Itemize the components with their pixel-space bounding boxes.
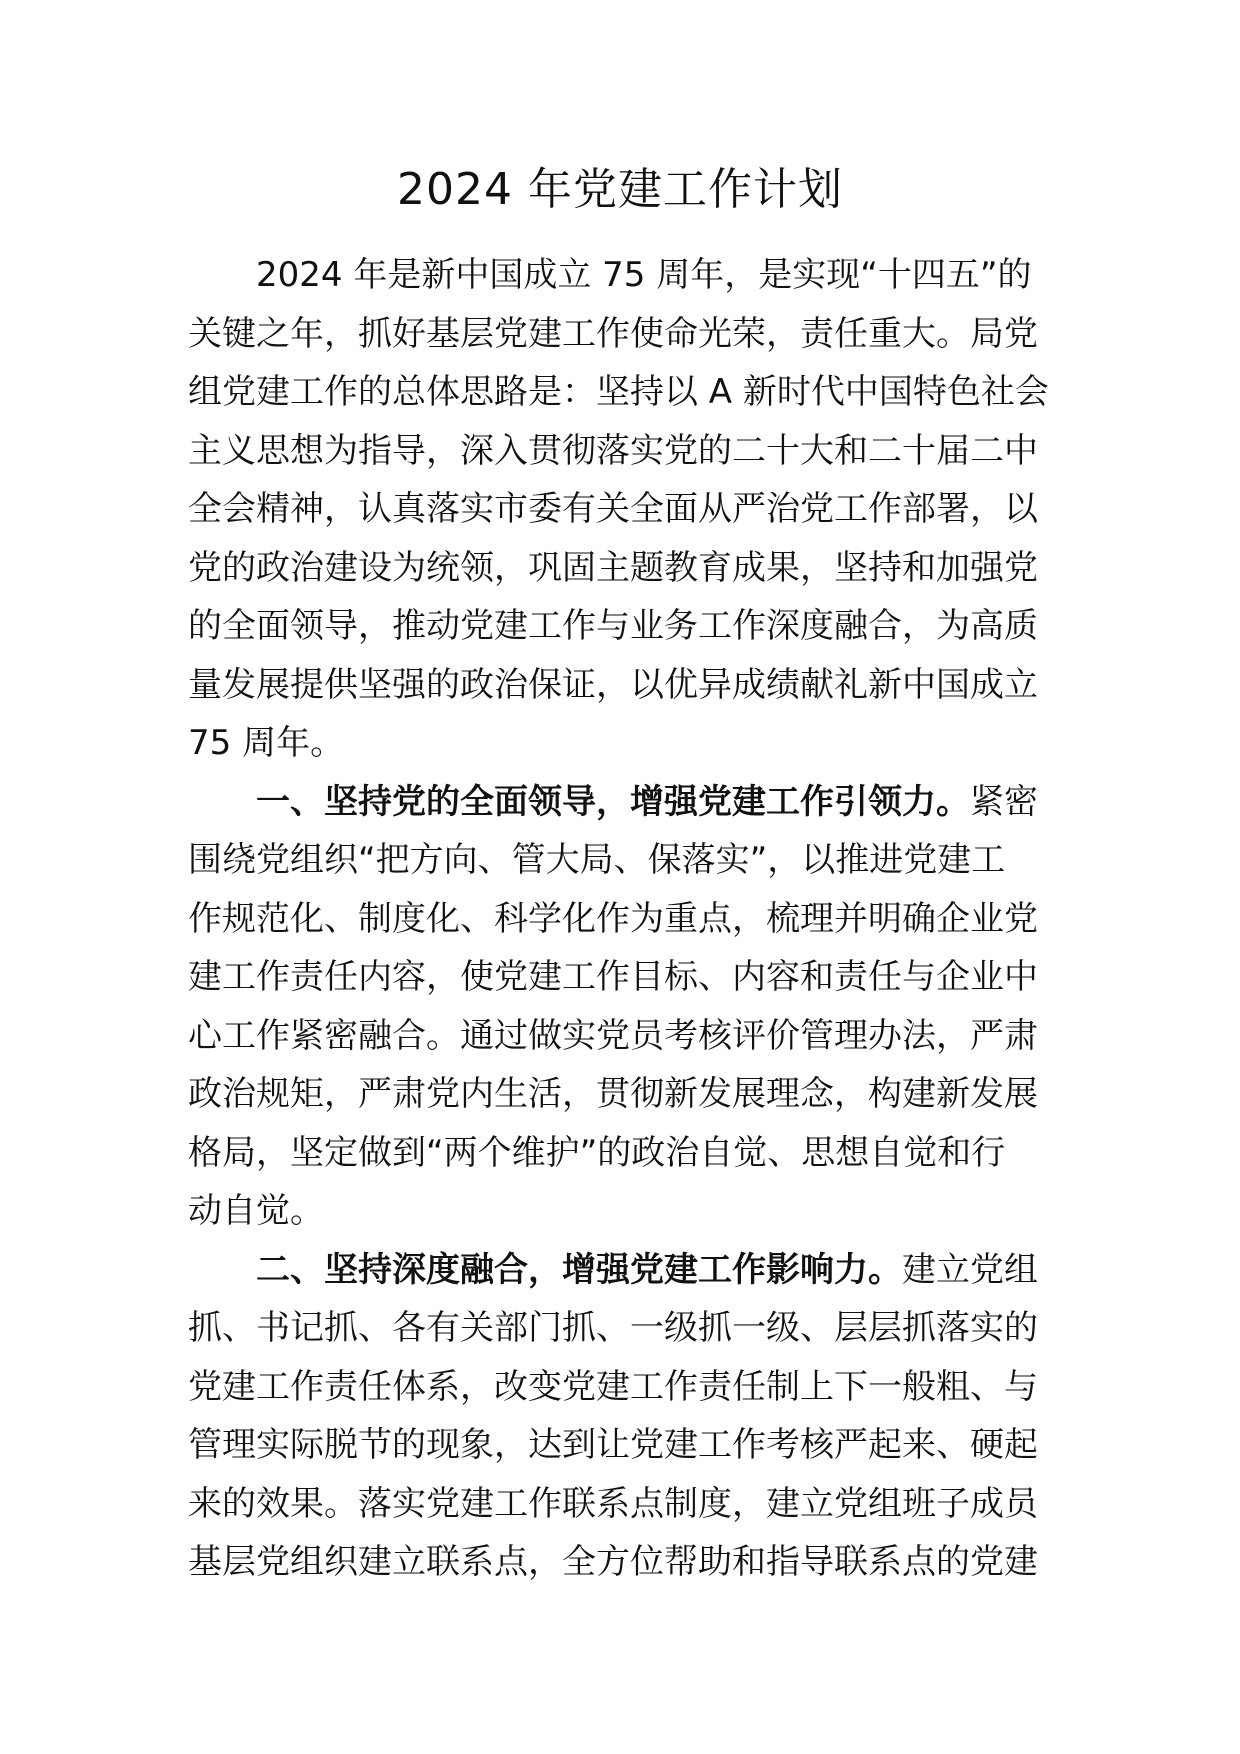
text-line — [188, 422, 1068, 481]
line-text: 心工作紧密融合。通过做实党员考核评价管理办法，严肃 — [188, 1015, 1038, 1056]
line-text: 党的政治建设为统领，巩固主题教育成果，坚持和加强党 — [188, 547, 1038, 588]
document-title: 2024 年党建工作计划 — [397, 164, 843, 215]
line-text: 围绕党组织“把方向、管大局、保落实”，以推进党建工 — [188, 840, 1006, 880]
section-heading-line — [188, 773, 1068, 832]
line-text: 的全面领导，推动党建工作与业务工作深度融合，为高质 — [188, 606, 1038, 646]
text-line — [188, 539, 1068, 598]
line-text: 主义思想为指导，深入贯彻落实党的二十大和二十届二中 — [188, 430, 1038, 471]
text-line — [188, 1182, 1068, 1241]
line-text: 基层党组织建立联系点，全方位帮助和指导联系点的党建 — [188, 1542, 1038, 1582]
section-heading: 一、坚持党的全面领导，增强党建工作引领力。 — [256, 781, 970, 822]
text-line — [188, 1299, 1068, 1358]
section-heading-line — [188, 1241, 1068, 1300]
line-text: 建立党组 — [902, 1249, 1038, 1290]
text-line — [188, 656, 1068, 715]
line-text: 紧密 — [970, 781, 1038, 822]
text-line — [188, 1124, 1068, 1183]
line-text: 作规范化、制度化、科学化作为重点，梳理并明确企业党 — [188, 898, 1038, 939]
line-text: 2024 年是新中国成立 75 周年，是实现“十四五”的 — [256, 255, 1032, 295]
text-line — [188, 597, 1068, 656]
line-text: 75 周年。 — [188, 723, 345, 763]
line-text: 政治规矩，严肃党内生活，贯彻新发展理念，构建新发展 — [188, 1074, 1038, 1114]
line-text: 管理实际脱节的现象，达到让党建工作考核严起来、硬起 — [188, 1425, 1038, 1465]
line-text: 建工作责任内容，使党建工作目标、内容和责任与企业中 — [188, 957, 1038, 997]
text-line — [188, 1007, 1068, 1066]
text-line — [188, 890, 1068, 949]
text-line — [188, 1416, 1068, 1475]
line-text: 格局，坚定做到“两个维护”的政治自觉、思想自觉和行 — [188, 1132, 1006, 1173]
section-heading: 二、坚持深度融合，增强党建工作影响力。 — [256, 1249, 902, 1290]
text-line — [188, 831, 1068, 890]
text-line — [188, 1358, 1068, 1417]
text-line — [188, 305, 1068, 364]
document-body — [188, 246, 1068, 1592]
text-line — [188, 1533, 1068, 1592]
text-line — [188, 714, 1068, 773]
line-text: 关键之年，抓好基层党建工作使命光荣，责任重大。局党 — [188, 313, 1038, 354]
line-text: 量发展提供坚强的政治保证，以优异成绩献礼新中国成立 — [188, 664, 1038, 705]
text-line — [188, 246, 1068, 305]
line-text: 来的效果。落实党建工作联系点制度，建立党组班子成员 — [188, 1483, 1038, 1524]
text-line — [188, 363, 1068, 422]
line-text: 组党建工作的总体思路是：坚持以 A 新时代中国特色社会 — [188, 372, 1049, 412]
line-text: 抓、书记抓、各有关部门抓、一级抓一级、层层抓落实的 — [188, 1308, 1038, 1348]
text-line — [188, 1065, 1068, 1124]
line-text: 全会精神，认真落实市委有关全面从严治党工作部署，以 — [188, 489, 1038, 529]
line-text: 党建工作责任体系，改变党建工作责任制上下一般粗、与 — [188, 1366, 1038, 1407]
line-text: 动自觉。 — [188, 1191, 324, 1231]
text-line — [188, 480, 1068, 539]
text-line — [188, 1475, 1068, 1534]
text-line — [188, 948, 1068, 1007]
